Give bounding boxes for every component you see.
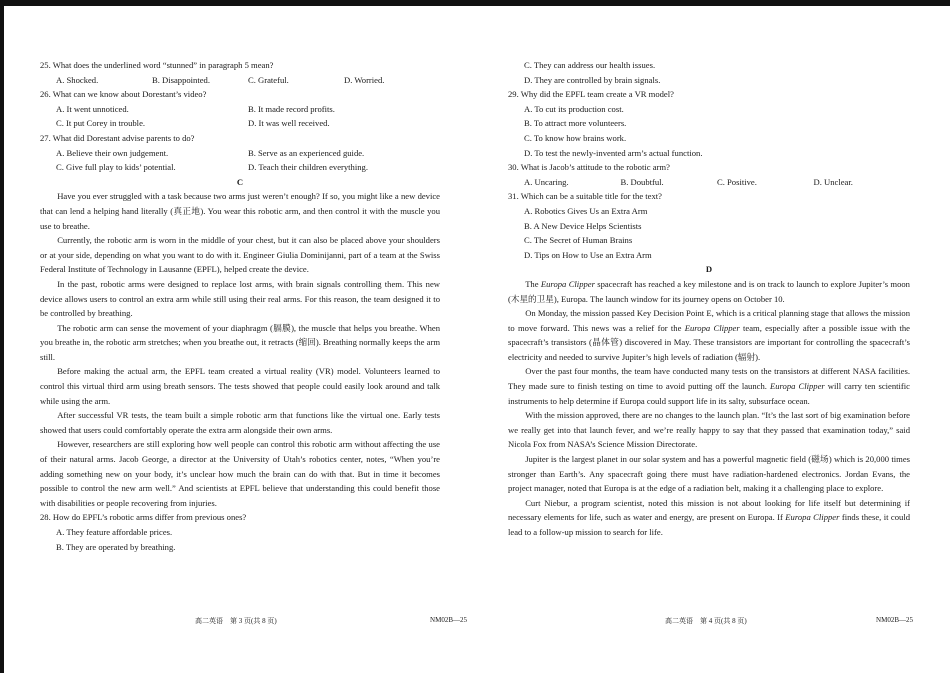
option-a: A. They feature affordable prices.: [56, 527, 173, 537]
option-d: D. Worried.: [344, 74, 385, 85]
question-26: 26. What can we know about Dorestant’s video?: [40, 89, 207, 100]
question-26-options-cd: [40, 116, 440, 131]
option-b: B. To attract more volunteers.: [524, 118, 627, 129]
option-d: D. Unclear.: [813, 176, 853, 187]
option-c: C. Give full play to kids’ potential.: [56, 162, 176, 173]
right-page-footer: [665, 616, 913, 626]
option-b: B. Doubtful.: [620, 176, 664, 187]
option-c: C. It put Corey in trouble.: [56, 118, 146, 129]
option-a: A. Uncaring.: [524, 176, 569, 187]
option-a: A. Shocked.: [56, 74, 99, 85]
passage-d-paragraph: With the mission approved, there are no changes to the launch plan. “It’s the last sort of big examination before we really get into that launch fever, and we’re really happy to say that they passed that examination today,” said Nicola Fox from NASA’s Science Mission Directorate.: [508, 410, 910, 450]
passage-d-paragraph: On Monday, the mission passed Key Decision Point E, which is a critical planning stage that allows the mission to move forward. This news was a relief for the Europa Clipper team, especially after a possible issue with the spacecraft’s transistors (晶体管) discovered in May. These transistors are important for controlling the spacecraft’s electricity and needed to survive Jupiter’s high levels of radiation (辐射).: [508, 308, 910, 362]
option-a: A. Robotics Gives Us an Extra Arm: [524, 205, 648, 216]
paper-code: NM02B—25: [430, 616, 467, 624]
option-b: B. Serve as an experienced guide.: [248, 147, 365, 158]
question-27-options-cd: [40, 160, 440, 175]
option-c: C. The Secret of Human Brains: [524, 235, 633, 246]
option-a: A. Believe their own judgement.: [56, 147, 169, 158]
option-b: B. They are operated by breathing.: [56, 541, 176, 552]
option-c: C. They can address our health issues.: [524, 60, 656, 70]
option-b: B. A New Device Helps Scientists: [524, 220, 642, 231]
passage-c-paragraph: After successful VR tests, the team built a simple robotic arm that functions like the virtual one. Early tests showed that users could comfortably operate the extra arm alongside their own arms.: [40, 410, 440, 435]
option-b: B. Disappointed.: [152, 74, 211, 85]
left-page-footer: [195, 616, 467, 626]
question-27-options-ab: [40, 146, 440, 161]
passage-d-paragraph: Curt Niebur, a program scientist, noted this mission is not about looking for life itself but determining if necessary elements for life, such as water and energy, are present on Europa. If Europa Clipper finds these, it could lead to a follow-up mission to search for life.: [508, 497, 911, 537]
question-30-options: [508, 175, 910, 190]
question-30: 30. What is Jacob’s attitude to the robotic arm?: [508, 162, 670, 173]
passage-d-paragraph: Jupiter is the largest planet in our solar system and has a powerful magnetic field (磁场) which is 20,000 times stronger than Earth’s. Any spacecraft going there must have radiation-hardened electronics. Jordan Evans, the project manager, noted that Europa is at the edge of a radiation belt, making it a challenging place to explore.: [508, 454, 910, 494]
question-26-options-ab: [40, 102, 440, 117]
option-d: D. Teach their children everything.: [248, 162, 368, 173]
passage-c-paragraph: However, researchers are still exploring how well people can control this robotic arm without affecting the use of their natural arms. Jacob George, a director at the University of Utah’s robotics center, notes, “When you’re adding something new on your body, it’s unclear how much the brain can do with that. But in time it becomes possible to control the new arm well.” And scientists at EPFL believe that understanding this could benefit those with disabilities or people recovering from injuries.: [40, 439, 440, 508]
right-page-column: [508, 58, 910, 540]
option-c: C. To know how brains work.: [524, 132, 627, 143]
page-number: 高二英语 第 4 页(共 8 页): [665, 617, 747, 625]
page-number: 高二英语 第 3 页(共 8 页): [195, 617, 277, 625]
option-d: D. They are controlled by brain signals.: [524, 74, 661, 85]
question-27: 27. What did Dorestant advise parents to do?: [40, 132, 195, 143]
passage-c-paragraph: In the past, robotic arms were designed to replace lost arms, with brain signals controlling them. This new device allows users to control an extra arm while still using their real arms. For this reason, the team designed it to be controlled by breathing.: [40, 278, 440, 319]
section-d-heading: D: [705, 264, 713, 275]
question-25: 25. What does the underlined word “stunned” in paragraph 5 mean?: [40, 60, 274, 70]
option-c: C. Positive.: [717, 176, 757, 187]
passage-c-paragraph: Currently, the robotic arm is worn in the middle of your chest, but it can also be placed above your shoulders or at your side, depending on what you want to do with it. Engineer Giulia Dominijanni, part of a team at the Swiss Federal Institute of Technology in Lausanne (EPFL), helped create the device.: [40, 235, 440, 275]
section-c-heading: C: [236, 176, 244, 187]
passage-d-paragraph: Over the past four months, the team have conducted many tests on the transistors at different NASA facilities. They made sure to finish testing on time to avoid putting off the launch. Europa Clipper will carry ten scientific instruments to help determine if Europa could support life in its salty, subsurface ocean.: [508, 366, 910, 406]
option-d: D. It was well received.: [248, 118, 330, 129]
paper-code: NM02B—25: [876, 616, 913, 624]
passage-d-paragraph: The Europa Clipper spacecraft has reached a key milestone and is on track to launch to explore Jupiter’s moon (木星的卫星), Europa. The launch window for its journey opens on October 10.: [508, 278, 910, 304]
option-a: A. It went unnoticed.: [56, 103, 129, 114]
option-d: D. Tips on How to Use an Extra Arm: [524, 249, 652, 260]
question-25-options: [40, 73, 440, 88]
question-31: 31. Which can be a suitable title for the text?: [508, 191, 662, 202]
option-b: B. It made record profits.: [248, 103, 335, 114]
left-border: [0, 0, 4, 673]
option-c: C. Grateful.: [248, 74, 289, 85]
left-page-column: [40, 58, 440, 554]
question-28: 28. How do EPFL’s robotic arms differ from previous ones?: [40, 512, 247, 523]
passage-c-paragraph: The robotic arm can sense the movement of your diaphragm (膈膜), the muscle that helps you breathe. When you breathe in, the robotic arm stretches; when you breathe out, it retracts (缩回). Breathing normally keeps the arm still.: [40, 322, 440, 362]
top-border: [0, 0, 950, 6]
passage-c-paragraph: Have you ever struggled with a task because two arms just weren’t enough? If so, you might like a new device that can lend a helping hand literally (真正地). You wear this robotic arm, and then control it with the muscle you use to breathe.: [40, 191, 440, 231]
question-29: 29. Why did the EPFL team create a VR model?: [508, 89, 674, 100]
option-d: D. To test the newly-invented arm’s actual function.: [524, 147, 703, 158]
passage-c-paragraph: Before making the actual arm, the EPFL team created a virtual reality (VR) model. Volunteers learned to control this virtual third arm using breath sensors. The tests showed that people could easily look around and talk while using the arm.: [40, 366, 440, 406]
option-a: A. To cut its production cost.: [524, 103, 624, 114]
